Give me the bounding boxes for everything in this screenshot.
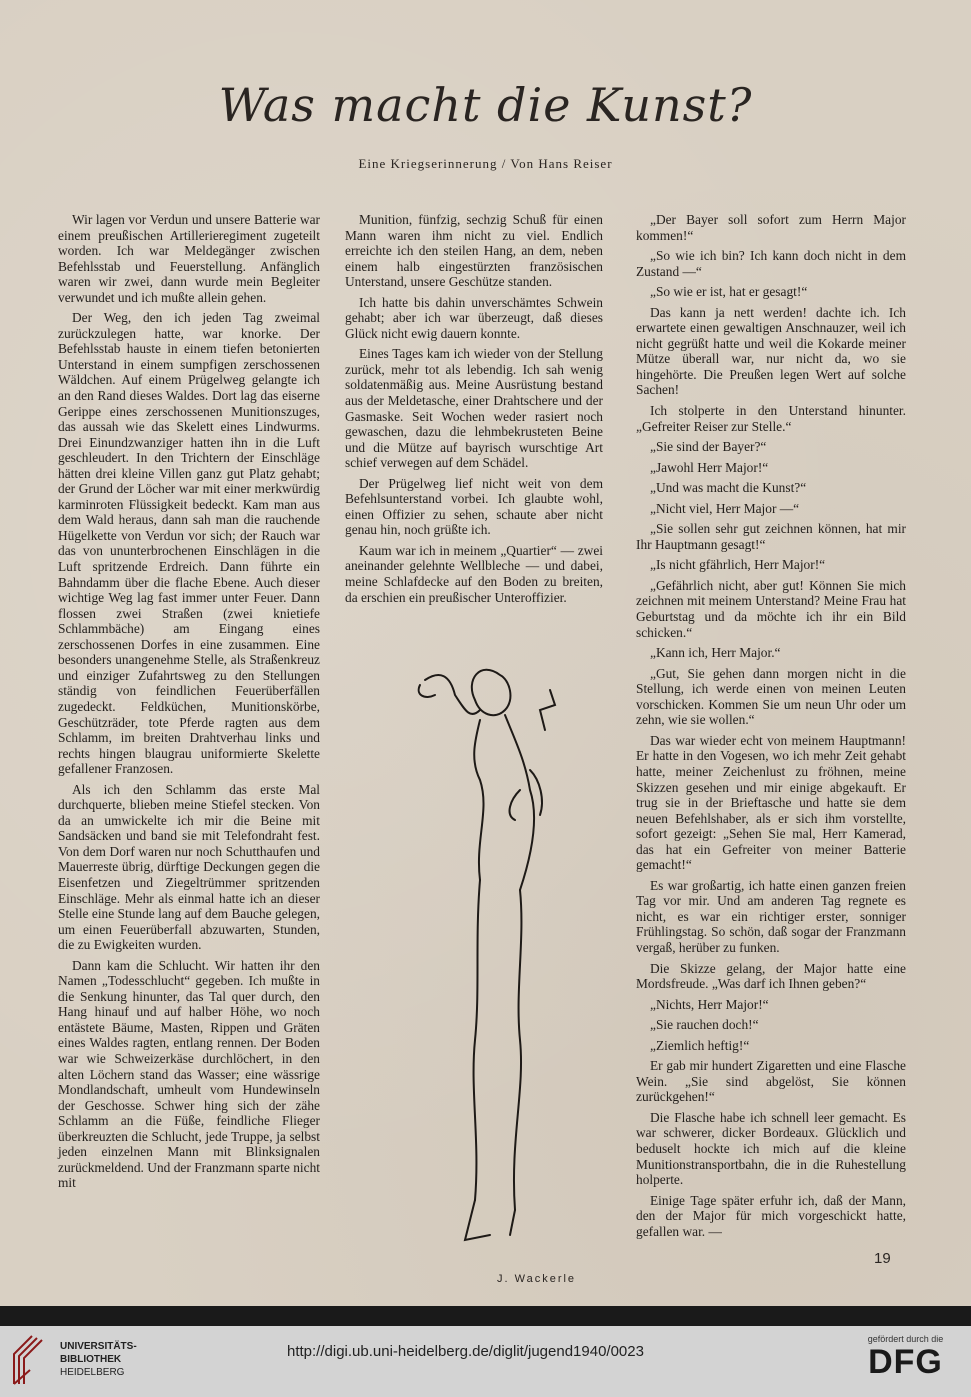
- paragraph: „Kann ich, Herr Major.“: [650, 645, 781, 661]
- paragraph: Der Prügelweg lief nicht weit von dem Befehlsunterstand vorbei. Ich glaubte wohl, einen Offizier zu sehen, schaute aber nicht genau hin, noch grüßte ich.: [345, 475, 603, 538]
- dfg-funding: [848, 1334, 963, 1380]
- illustration-caption: J. Wackerle: [497, 1273, 577, 1285]
- paragraph: Der Weg, den ich jeden Tag zweimal zurückzulegen hatte, war knorke. Der Befehlsstab hauste in einem tiefen betonierten Unterstand in einem sumpfigen zerschossenen Wäldchen. Auf einem Prügelweg gelangte ich an den Rand dieses Waldes. Dort lag das eiserne Gerippe eines zerschossenen Munitionszuges, das aussah wie das Skelett eines Lindwurms. Drei Einundzwanziger hatten ihn in die Luft geschleudert. In den Trichtern der Einschläge hätten drei kleine Villen ganz gut Platz gehabt; der Grund der Löcher war mit einer merkwürdig karminroten Flüssigkeit bedeckt. Kam man aus dem Wald heraus, dann sah man die rauchende Hügelkette von Verdun vor sich; der Rauch war das von ununterbrochenen Einschlägen in die Luft spritzende Erdreich. Dann führte ein Bahndamm über die flache Ebene. Auch dieser wichtige Weg lag fast immer unter Feuer. Dann flossen zwei Straßen (zwei knietiefe Schlammbäche) am Eingang eines zerschossenen Dorfes in eine zusammen. Eine besonders unangenehme Stelle, als Straßenkreuz und einziger Zufahrtsweg zu den Stellungen ständig von feindlichen Feuerüberfällen zugedeckt. Feldküchen, Munitionskörbe, Geschützräder, tote Pferde ragten aus dem Schlamm, im breiten Drahtverhau links und rechts hingen blaugrau uniformierte Skelette gefallener Franzosen.: [58, 310, 320, 777]
- paragraph: Munition, fünfzig, sechzig Schuß für einen Mann waren ihm nicht zu viel. Endlich erreichte ich den steilen Hang, an dem, neben einem halb eingestürzten französischen Unterstand, unsere Geschütze standen.: [345, 212, 603, 290]
- text-column-right: [636, 212, 906, 1244]
- source-url-link[interactable]: http://digi.ub.uni-heidelberg.de/diglit/jugend1940/0023: [287, 1343, 644, 1360]
- university-library-logo-icon: [10, 1334, 50, 1390]
- paragraph: Ich hatte bis dahin unverschämtes Schwein gehabt; aber ich war überzeugt, daß dieses Glück nicht ewig dauern konnte.: [345, 294, 603, 341]
- library-line-2: BIBLIOTHEK: [60, 1354, 122, 1365]
- paragraph: „Sie sollen sehr gut zeichnen können, hat mir Ihr Hauptmann gesagt!“: [636, 521, 906, 552]
- paragraph: „Sie sind der Bayer?“: [650, 439, 767, 455]
- article-title: Was macht die Kunst?: [218, 78, 753, 132]
- paragraph: Er gab mir hundert Zigaretten und eine Flasche Wein. „Sie sind abgelöst, Sie können zurückgehen!“: [636, 1058, 906, 1105]
- text-column-left: [58, 212, 320, 1196]
- library-line-3: HEIDELBERG: [60, 1367, 125, 1378]
- paragraph: „Ziemlich heftig!“: [650, 1037, 750, 1053]
- paragraph: Wir lagen vor Verdun und unsere Batterie war einem preußischen Artillerieregiment zugeteilt worden. Ich war Meldegänger zwischen Befehlsstab und Feuerstellung. Anfänglich waren wir zwei, dann wurde mein Begleiter verwundet und ich mußte allein gehen.: [58, 212, 320, 305]
- paragraph: „So wie ich bin? Ich kann doch nicht in dem Zustand —“: [636, 248, 906, 279]
- funding-label: gefördert durch die: [867, 1334, 944, 1344]
- article-subtitle: Eine Kriegserinnerung / Von Hans Reiser: [358, 156, 613, 171]
- paragraph: „Nichts, Herr Major!“: [650, 996, 769, 1012]
- paragraph: „Und was macht die Kunst?“: [650, 480, 807, 496]
- paragraph: „Jawohl Herr Major!“: [650, 459, 769, 475]
- paragraph: „Is nicht gfährlich, Herr Major!“: [650, 557, 826, 573]
- library-line-1: UNIVERSITÄTS-: [60, 1341, 137, 1352]
- page-number: 19: [874, 1250, 891, 1267]
- paragraph: Ich stolperte in den Unterstand hinunter. „Gefreiter Reiser zur Stelle.“: [636, 403, 906, 434]
- paragraph: „Gut, Sie gehen dann morgen nicht in die Stellung, ich werde einen von meinen Leuten vorschicken. Kommen Sie um neun Uhr oder um zehn, wie sie wollen.“: [636, 665, 906, 728]
- paragraph: „Sie rauchen doch!“: [650, 1017, 759, 1033]
- paragraph: „Gefährlich nicht, aber gut! Können Sie mich zeichnen mit meinem Unterstand? Meine Frau hat Geburtstag und da möchte ich ihr ein Bild schicken.“: [636, 577, 906, 640]
- text-column-middle: [345, 212, 603, 610]
- paragraph: Die Flasche habe ich schnell leer gemacht. Es war schwerer, dicker Bordeaux. Glücklich und beduselt hockte ich mich auf die kleine Munitionstransportbahn, die in die Ruhestellung holperte.: [636, 1109, 906, 1188]
- university-library-name: [60, 1340, 137, 1379]
- paragraph: Kaum war ich in meinem „Quartier“ — zwei aneinander gelehnte Wellbleche — und dabei, meine Schlafdecke auf den Boden zu breiten, da erschien ein preußischer Unteroffizier.: [345, 542, 603, 605]
- paragraph: Als ich den Schlamm das erste Mal durchquerte, blieben meine Stiefel stecken. Von da an umwickelte ich mir die Beine mit Sandsäcken und band sie mit Telefondraht fest. Von dem Dorf waren nur noch Schutthaufen und Mauerreste übrig, dürftige Deckungen gegen die Eisenfetzen und Ziegeltrümmer spritzenden Einschläge. Mehr als einmal hatte ich an dieser Stelle eine Stunde lang auf dem Bauche gelegen, um einen Feuerüberfall abzuwarten, Stunden, die zu Ewigkeiten wurden.: [58, 781, 320, 953]
- paragraph: Einige Tage später erfuhr ich, daß der Mann, den der Major für mich vorgeschickt hatte, gefallen war. —: [636, 1192, 906, 1239]
- paragraph: Das kann ja nett werden! dachte ich. Ich erwartete einen gewaltigen Anschnauzer, weil ich nicht gegrüßt hatte und weil die Kokarde meiner Mütze überall war, nur nicht da, wo sie hingehörte. Die Preußen legen Wert auf solche Sachen!: [636, 304, 906, 398]
- paragraph: „So wie er ist, hat er gesagt!“: [650, 284, 808, 300]
- paragraph: Das war wieder echt von meinem Hauptmann! Er hatte in den Vogesen, wo ich mehr Zeit gehabt hatte, meiner Zeichenlust zu fröhnen, meine Skizzen gesehen und mir einige abgekauft. Er trug sie in der Brieftasche und hatte sie dem neuen Befehlshaber, als er sich ihm vorstellte, sofort gezeigt: „Sehen Sie mal, Herr Kamerad, das hat ein Gefreiter von meiner Batterie gemacht!“: [636, 732, 906, 873]
- paragraph: Eines Tages kam ich wieder von der Stellung zurück, mehr tot als lebendig. Ich sah wenig soldatenmäßig aus. Meine Ausrüstung bestand aus der Meldetasche, einer Drahtschere und der Gasmaske. Seit Wochen weder rasiert noch gewaschen, dazu die lehmbekrusteten Beine und die Mütze auf bayrisch wurschtige Art schief verwegen auf dem Schädel.: [345, 346, 603, 471]
- figure-sketch-illustration: [380, 640, 600, 1250]
- paragraph: Dann kam die Schlucht. Wir hatten ihr den Namen „Todesschlucht“ gegeben. Ich mußte in die Senkung hinunter, das Tal quer durch, den Hang hinauf und auf halber Höhe, wo noch entästete Bäume, Masten, Rippen und Gräten eines Waldes ragten, entlang rennen. Der Boden war wie Schweizerkäse durchlöchert, in den alten Löchern stand das Wasser; eine wässrige Mondlandschaft, umheult vom Hundewinseln der Geschosse. Schwer hing sich der zähe Schlamm an die Füße, feindliche Flieger überkreuzten die Schlucht, jede Truppe, ja selbst jeden einzelnen Mann mit Blinksignalen zurückmeldend. Und der Franzmann sparte nicht mit: [58, 957, 320, 1191]
- library-footer: [0, 1326, 971, 1397]
- paragraph: „Der Bayer soll sofort zum Herrn Major kommen!“: [636, 212, 906, 243]
- paragraph: Die Skizze gelang, der Major hatte eine Mordsfreude. „Was darf ich Ihnen geben?“: [636, 960, 906, 992]
- dfg-logo: DFG: [868, 1343, 943, 1381]
- paragraph: Es war großartig, ich hatte einen ganzen freien Tag vor mir. Und am anderen Tag regnete es nicht, es war ein richtiger erster, sonniger Frühlingstag. So schön, daß sogar der Franzmann vergaß, herüber zu funken.: [636, 877, 906, 955]
- paragraph: „Nicht viel, Herr Major —“: [650, 500, 800, 516]
